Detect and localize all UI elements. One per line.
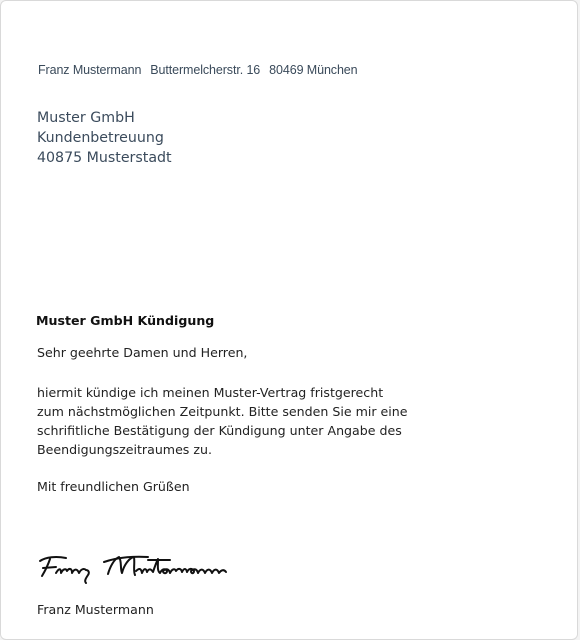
body-line: schrifitliche Bestätigung der Kündigung unter Angabe des	[37, 423, 402, 438]
body-line: Beendigungszeitraumes zu.	[37, 442, 212, 457]
letter-body	[37, 383, 417, 459]
body-line: hiermit kündige ich meinen Muster-Vertrag fristgerecht	[37, 385, 384, 400]
sender-name: Franz Mustermann	[38, 63, 142, 77]
handwritten-signature	[36, 549, 248, 585]
recipient-department: Kundenbetreuung	[37, 130, 164, 146]
letter-salutation: Sehr geehrte Damen und Herren,	[37, 345, 248, 360]
signer-name: Franz Mustermann	[37, 602, 154, 617]
letter-subject: Muster GmbH Kündigung	[36, 313, 215, 328]
letter-closing: Mit freundlichen Grüßen	[37, 479, 190, 494]
sender-street: Buttermelcherstr. 16	[150, 63, 261, 77]
recipient-company: Muster GmbH	[37, 110, 135, 126]
body-line: zum nächstmöglichen Zeitpunkt. Bitte senden Sie mir eine	[37, 404, 408, 419]
recipient-address	[37, 108, 172, 168]
sender-address-line	[38, 63, 358, 77]
recipient-city: 40875 Musterstadt	[37, 150, 172, 166]
sender-city: 80469 München	[269, 63, 358, 77]
